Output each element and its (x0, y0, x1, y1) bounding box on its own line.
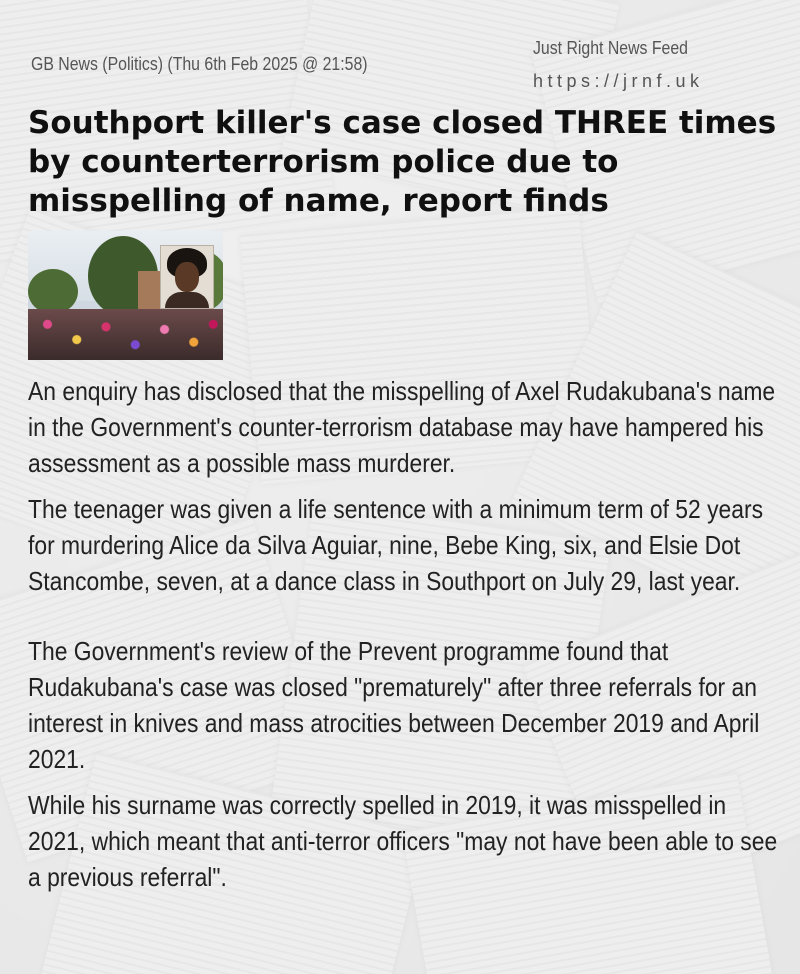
article-photo (28, 231, 223, 360)
feed-url-link[interactable]: https://jrnf.uk (533, 71, 704, 91)
article-paragraph: The Government's review of the Prevent programme found that Rudakubana's case was closed "prematurely" after three referrals for an interest in knives and mass atrocities between December 2019 and April 2021. (28, 636, 760, 774)
mugshot-inset (160, 245, 214, 309)
article-paragraph: While his surname was correctly spelled in 2019, it was misspelled in 2021, which meant that anti-terror officers "may not have been able to see a previous referral". (28, 790, 778, 892)
article-paragraph: An enquiry has disclosed that the misspelling of Axel Rudakubana's name in the Government's counter-terrorism database may have hampered his assessment as a possible mass murderer. (28, 376, 776, 478)
feed-name: Just Right News Feed (533, 38, 688, 58)
article-headline: Southport killer's case closed THREE times by counterterrorism police due to misspelling of name, report finds (28, 105, 777, 219)
source-line: GB News (Politics) (Thu 6th Feb 2025 @ 21:58) (31, 54, 368, 74)
article-paragraph: The teenager was given a life sentence with a minimum term of 52 years for murdering Alice da Silva Aguiar, nine, Bebe King, six, and Elsie Dot Stancombe, seven, at a dance class in Southport on July 29, last year. (28, 494, 764, 596)
article-body (28, 373, 778, 895)
